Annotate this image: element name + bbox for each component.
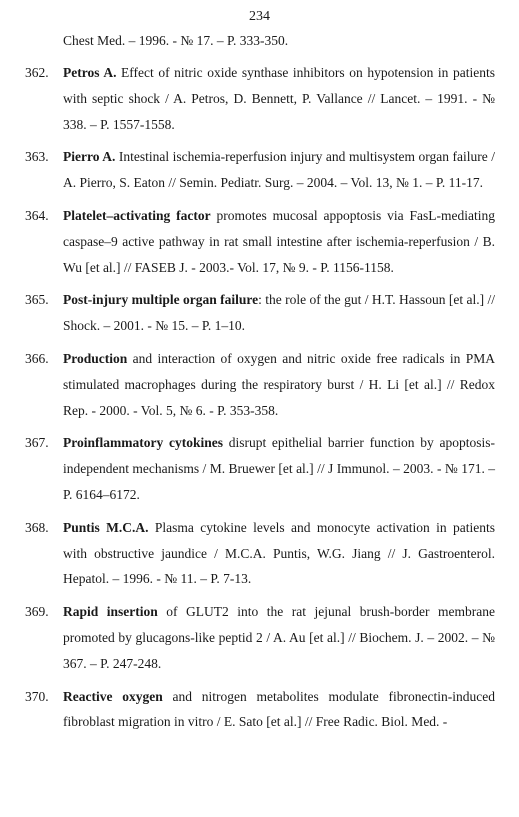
reference-lead: Platelet–activating factor <box>63 207 211 223</box>
reference-text: Intestinal ischemia-reperfusion injury and multisystem organ failure / A. Pierro, S. Eaton // Semin. Pediatr. Surg. – 2004. – Vol. 13, № 1. – P. 11-17. <box>63 149 496 191</box>
page-number: 234 <box>249 9 270 24</box>
reference-item <box>25 515 495 592</box>
reference-item <box>25 287 495 339</box>
reference-text: of GLUT2 into the rat jejunal brush-border membrane promoted by glucagons-like peptid 2 / A. Au [et al.] // Biochem. J. – 2002. – № 367. – P. 247-248. <box>63 604 495 671</box>
reference-lead: Reactive oxygen <box>63 688 163 704</box>
reference-number: 366. <box>25 350 49 366</box>
reference-lead: Production <box>63 350 128 366</box>
reference-item <box>25 430 495 507</box>
reference-text: disrupt epithelial barrier function by apoptosis-independent mechanisms / M. Bruewer [et al.] // J Immunol. – 2003. - № 171. – P. 6164–6172. <box>63 435 496 502</box>
reference-number: 367. <box>25 435 49 451</box>
reference-item <box>25 599 495 676</box>
reference-text: : the role of the gut / H.T. Hassoun [et al.] // Shock. – 2001. - № 15. – P. 1–10. <box>63 292 495 334</box>
reference-number: 362. <box>25 65 49 80</box>
reference-number: 369. <box>25 604 49 620</box>
reference-number: 364. <box>25 207 49 223</box>
reference-text: Plasma cytokine levels and monocyte activation in patients with obstructive jaundice / M.C.A. Puntis, W.G. Jiang // J. Gastroenterol. Hepatol. – 1996. - № 11. – P. 7-13. <box>63 519 495 587</box>
reference-lead: Puntis M.C.A. <box>63 519 149 535</box>
reference-item <box>25 203 495 280</box>
reference-item <box>25 144 495 196</box>
reference-number: 370. <box>25 688 49 704</box>
reference-number: 363. <box>25 149 49 165</box>
reference-text: Effect of nitric oxide synthase inhibitors on hypotension in patients with septic shock / A. Petros, D. Bennett, P. Vallance // Lancet. – 1991. - № 338. – P. 1557-1558. <box>63 65 495 132</box>
reference-number: 368. <box>25 519 49 535</box>
reference-text: and interaction of oxygen and nitric oxide free radicals in PMA stimulated macrophages during the respiratory burst / H. Li [et al.] // Redox Rep. - 2000. - Vol. 5, № 6. - P. 353-358. <box>63 350 495 418</box>
reference-lead: Pierro A. <box>63 149 116 165</box>
reference-list <box>25 60 495 742</box>
reference-text: promotes mucosal appoptosis via FasL-mediating caspase–9 active pathway in rat small intestine after ischemia-reperfusion / B. Wu [et al.] // FASEB J. - 2003.- Vol. 17, № 9. - P. 1156-1158. <box>63 207 495 275</box>
reference-item <box>25 684 495 736</box>
reference-lead: Rapid insertion <box>63 604 158 620</box>
reference-lead: Post-injury multiple organ failure <box>63 292 259 308</box>
reference-item <box>25 60 495 137</box>
reference-text: and nitrogen metabolites modulate fibronectin-induced fibroblast migration in vitro / E. Sato [et al.] // Free Radic. Biol. Med. - <box>63 688 495 730</box>
reference-number: 365. <box>25 292 49 308</box>
reference-continuation: Chest Med. – 1996. - № 17. – P. 333-350. <box>63 33 289 48</box>
reference-item <box>25 346 495 423</box>
reference-lead: Proinflammatory cytokines <box>63 435 223 451</box>
reference-lead: Petros A. <box>63 65 117 80</box>
